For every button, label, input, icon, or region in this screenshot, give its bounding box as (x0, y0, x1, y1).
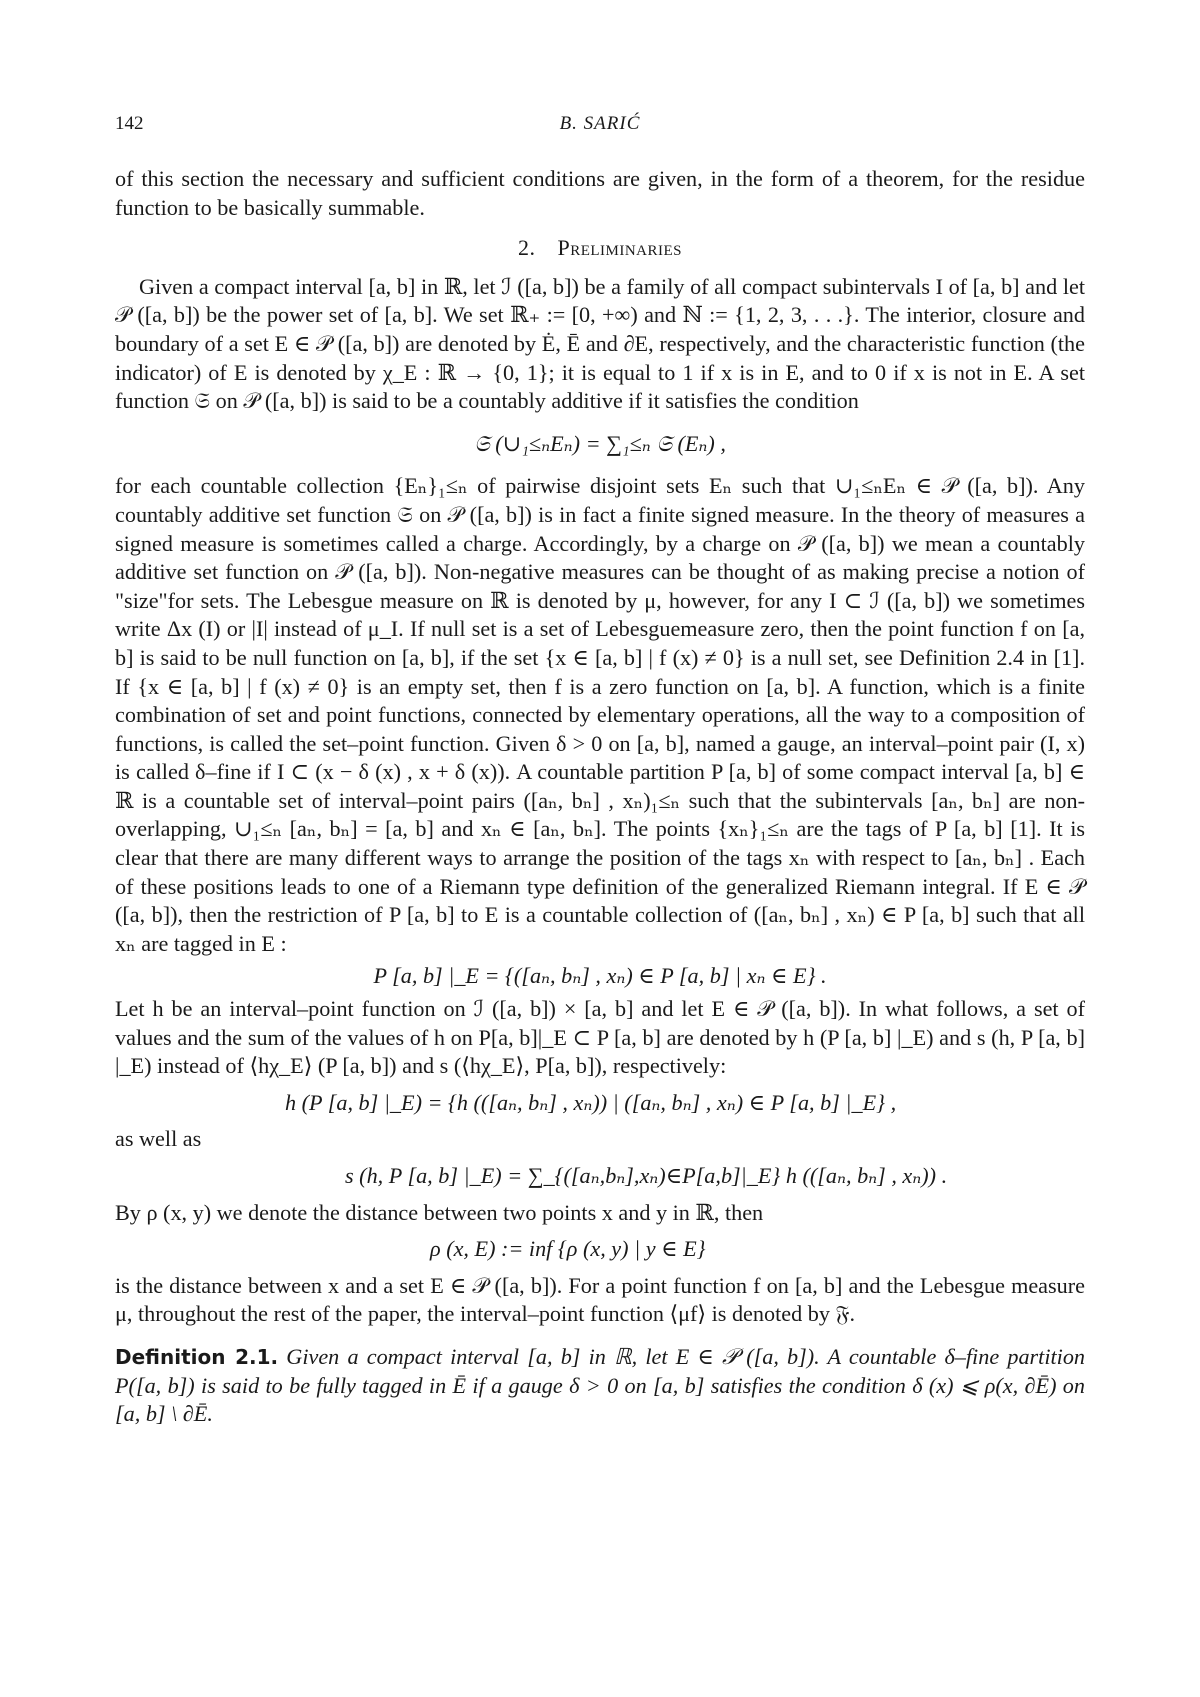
page-header (115, 113, 1085, 143)
definition-label: Definition 2.1. (115, 1344, 279, 1369)
equation-sum-of-values: s (h, P [a, b] |_E) = ∑_{([aₙ,bₙ],xₙ)∈P[a,b]|_E} h (([aₙ, bₙ] , xₙ)) . (345, 1163, 948, 1188)
paragraph-1: Given a compact interval [a, b] in ℝ, let ℐ ([a, b]) be a family of all compact subintervals I of [a, b] and let 𝒫 ([a, b]) be the power set of [a, b]. We set ℝ₊ := [0, +∞) and ℕ := {1, 2, 3, . . .}. The interior, closure and boundary of a set E ∈ 𝒫 ([a, b]) are denoted by Ė, Ē and ∂E, respectively, and the characteristic function (the indicator) of E is denoted by χ_E : ℝ → {0, 1}; it is equal to 1 if x is in E, and to 0 if x is not in E. A set function 𝔖 on 𝒫 ([a, b]) is said to be a countably additive if it satisfies the condition (115, 273, 1085, 414)
page-body (115, 165, 1085, 1429)
page-number: 142 (115, 113, 144, 134)
section-number: 2. (517, 235, 536, 261)
section-heading (115, 234, 1085, 263)
equation-countable-additivity: 𝔖 (∪₁≤ₙEₙ) = ∑₁≤ₙ 𝔖 (Eₙ) , (474, 430, 726, 456)
equation-set-of-values: h (P [a, b] |_E) = {h (([aₙ, bₙ] , xₙ)) | ([aₙ, bₙ] , xₙ) ∈ P [a, b] |_E} , (285, 1089, 897, 1115)
paragraph-4: By ρ (x, y) we denote the distance between two points x and y in ℝ, then (115, 1199, 764, 1225)
running-head: B. SARIĆ (559, 113, 641, 134)
as-well-as-text: as well as (115, 1126, 202, 1152)
equation-restriction: P [a, b] |_E = {([aₙ, bₙ] , xₙ) ∈ P [a, b] | xₙ ∈ E} . (373, 963, 827, 989)
section-title: Preliminaries (557, 235, 683, 261)
paragraph-3: Let h be an interval–point function on ℐ ([a, b]) × [a, b] and let E ∈ 𝒫 ([a, b]). In what follows, a set of values and the sum of the values of h on P[a, b]|_E ⊂ P [a, b] are denoted by h (P [a, b] |_E) and s (h, P [a, b] |_E) instead of ⟨hχ_E⟩ (P [a, b]) and s (⟨hχ_E⟩, P[a, b]), respectively: (115, 996, 1085, 1079)
definition-body: Given a compact interval [a, b] in ℝ, let E ∈ 𝒫 ([a, b]). A countable δ–fine partition P([a, b]) is said to be fully tagged in Ē if a gauge δ > 0 on [a, b] satisfies the condition δ (x) ⩽ ρ(x, ∂Ē) on [a, b] \ ∂Ē. (115, 1343, 1086, 1427)
paragraph-2: for each countable collection {Eₙ}₁≤ₙ of pairwise disjoint sets Eₙ such that ∪₁≤ₙEₙ ∈ 𝒫 ([a, b]). Any countably additive set function 𝔖 on 𝒫 ([a, b]) is in fact a finite signed measure. In the theory of measures a signed measure is sometimes called a charge. Accordingly, by a charge on 𝒫 ([a, b]) we mean a countably additive set function on 𝒫 ([a, b]). Non-negative measures can be thought of as making precise a notion of "size"for sets. The Lebesgue measure on ℝ is denoted by μ, however, for any I ⊂ ℐ ([a, b]) we sometimes write Δx (I) or |I| instead of μ_I. If null set is a set of Lebesguemeasure zero, then the point function f on [a, b] is said to be null function on [a, b], if the set {x ∈ [a, b] | f (x) ≠ 0} is a null set, see Definition 2.4 in [1]. If {x ∈ [a, b] | f (x) ≠ 0} is an empty set, then f is a zero function on [a, b]. A function, which is a finite combination of set and point functions, connected by elementary operations, all the way to a composition of functions, is called the set–point function. Given δ > 0 on [a, b], named a gauge, an interval–point pair (I, x) is called δ–fine if I ⊂ (x − δ (x) , x + δ (x)). A countable partition P [a, b] of some compact interval [a, b] ∈ ℝ is a countable set of interval–point pairs ([aₙ, bₙ] , xₙ)₁≤ₙ such that the subintervals [aₙ, bₙ] are non-overlapping, ∪₁≤ₙ [aₙ, bₙ] = [a, b] and xₙ ∈ [aₙ, bₙ]. The points {xₙ}₁≤ₙ are the tags of P [a, b] [1]. It is clear that there are many different ways to arrange the position of the tags xₙ with respect to [aₙ, bₙ] . Each of these positions leads to one of a Riemann type definition of the generalized Riemann integral. If E ∈ 𝒫 ([a, b]), then the restriction of P [a, b] to E is a countable collection of ([aₙ, bₙ] , xₙ) ∈ P [a, b] such that all xₙ are tagged in E : (115, 473, 1085, 956)
definition-2-1 (115, 1343, 1085, 1429)
equation-distance: ρ (x, E) := inf {ρ (x, y) | y ∈ E} (430, 1236, 706, 1262)
intro-paragraph: of this section the necessary and sufficient conditions are given, in the form of a theorem, for the residue function to be basically summable. (115, 166, 1085, 220)
paragraph-5: is the distance between x and a set E ∈ 𝒫 ([a, b]). For a point function f on [a, b] and the Lebesgue measure μ, throughout the rest of the paper, the interval–point function ⟨μf⟩ is denoted by 𝔉. (115, 1272, 1085, 1327)
